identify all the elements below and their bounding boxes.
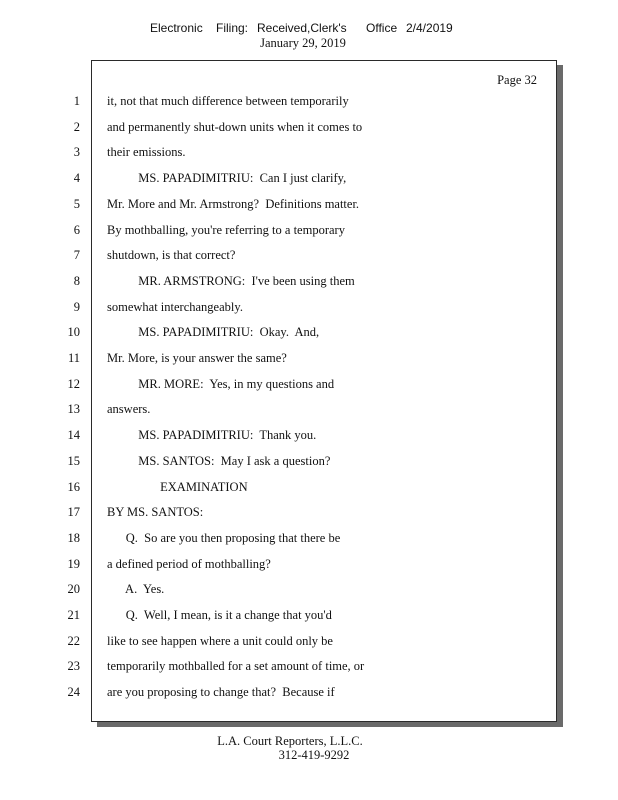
transcript-line-text: Mr. More and Mr. Armstrong? Definitions matter.: [107, 197, 360, 211]
filing-stamp-electronic: Electronic: [150, 21, 203, 35]
line-number: 10: [67, 325, 80, 339]
filing-stamp-received: Received,Clerk's: [257, 21, 347, 35]
page-number: Page 32: [497, 73, 537, 87]
transcript-line-text: By mothballing, you're referring to a temporary: [107, 223, 345, 237]
transcript-line-text: MR. MORE: Yes, in my questions and: [107, 377, 335, 391]
transcript-line-text: MS. PAPADIMITRIU: Okay. And,: [107, 325, 320, 339]
line-number: 16: [67, 480, 80, 494]
transcript-line-text: Q. Well, I mean, is it a change that you'd: [107, 608, 332, 622]
filing-stamp-filing: Filing:: [216, 21, 249, 35]
line-number: 2: [73, 120, 80, 134]
transcript-line-text: like to see happen where a unit could only be: [107, 634, 333, 648]
line-number: 8: [73, 274, 80, 288]
transcript-line-text: A. Yes.: [107, 582, 165, 596]
line-number: 14: [67, 428, 80, 442]
filing-stamp-date: 2/4/2019: [406, 21, 453, 35]
line-number: 23: [67, 659, 80, 673]
line-number: 15: [67, 454, 80, 468]
transcript-line-text: answers.: [107, 402, 151, 416]
line-number: 12: [67, 377, 80, 391]
line-number: 6: [73, 223, 80, 237]
line-number: 7: [73, 248, 80, 262]
transcript-line-text: MR. ARMSTRONG: I've been using them: [107, 274, 355, 288]
line-number: 4: [73, 171, 80, 185]
footer-company: L.A. Court Reporters, L.L.C.: [217, 734, 363, 748]
transcript-line-text: a defined period of mothballing?: [107, 557, 271, 571]
transcript-line-text: their emissions.: [107, 145, 186, 159]
transcript-line-text: MS. PAPADIMITRIU: Thank you.: [107, 428, 317, 442]
filing-stamp-office: Office: [366, 21, 398, 35]
line-number: 20: [67, 582, 80, 596]
line-number: 24: [67, 685, 80, 699]
line-number: 9: [73, 300, 80, 314]
line-number: 21: [67, 608, 80, 622]
transcript-line-text: MS. SANTOS: May I ask a question?: [107, 454, 331, 468]
line-number: 5: [73, 197, 80, 211]
transcript-line-text: are you proposing to change that? Because if: [107, 685, 335, 699]
transcript-line-text: Mr. More, is your answer the same?: [107, 351, 287, 365]
line-number: 19: [67, 557, 80, 571]
footer-phone: 312-419-9292: [278, 748, 350, 762]
hearing-date: January 29, 2019: [260, 36, 346, 50]
line-number: 11: [67, 351, 80, 365]
line-number: 3: [73, 145, 80, 159]
transcript-line-text: and permanently shut-down units when it comes to: [107, 120, 363, 134]
line-number: 1: [73, 94, 80, 108]
line-number: 13: [67, 402, 80, 416]
line-number: 22: [67, 634, 80, 648]
transcript-line-text: it, not that much difference between temporarily: [107, 94, 349, 108]
transcript-line-text: somewhat interchangeably.: [107, 300, 243, 314]
transcript-line-text: MS. PAPADIMITRIU: Can I just clarify,: [107, 171, 347, 185]
transcript-line-text: temporarily mothballed for a set amount of time, or: [107, 659, 365, 673]
transcript-line-text: EXAMINATION: [107, 480, 248, 494]
transcript-line-text: BY MS. SANTOS:: [107, 505, 204, 519]
transcript-line-text: Q. So are you then proposing that there be: [107, 531, 341, 545]
transcript-line-text: shutdown, is that correct?: [107, 248, 236, 262]
line-number: 18: [67, 531, 80, 545]
line-number: 17: [67, 505, 80, 519]
